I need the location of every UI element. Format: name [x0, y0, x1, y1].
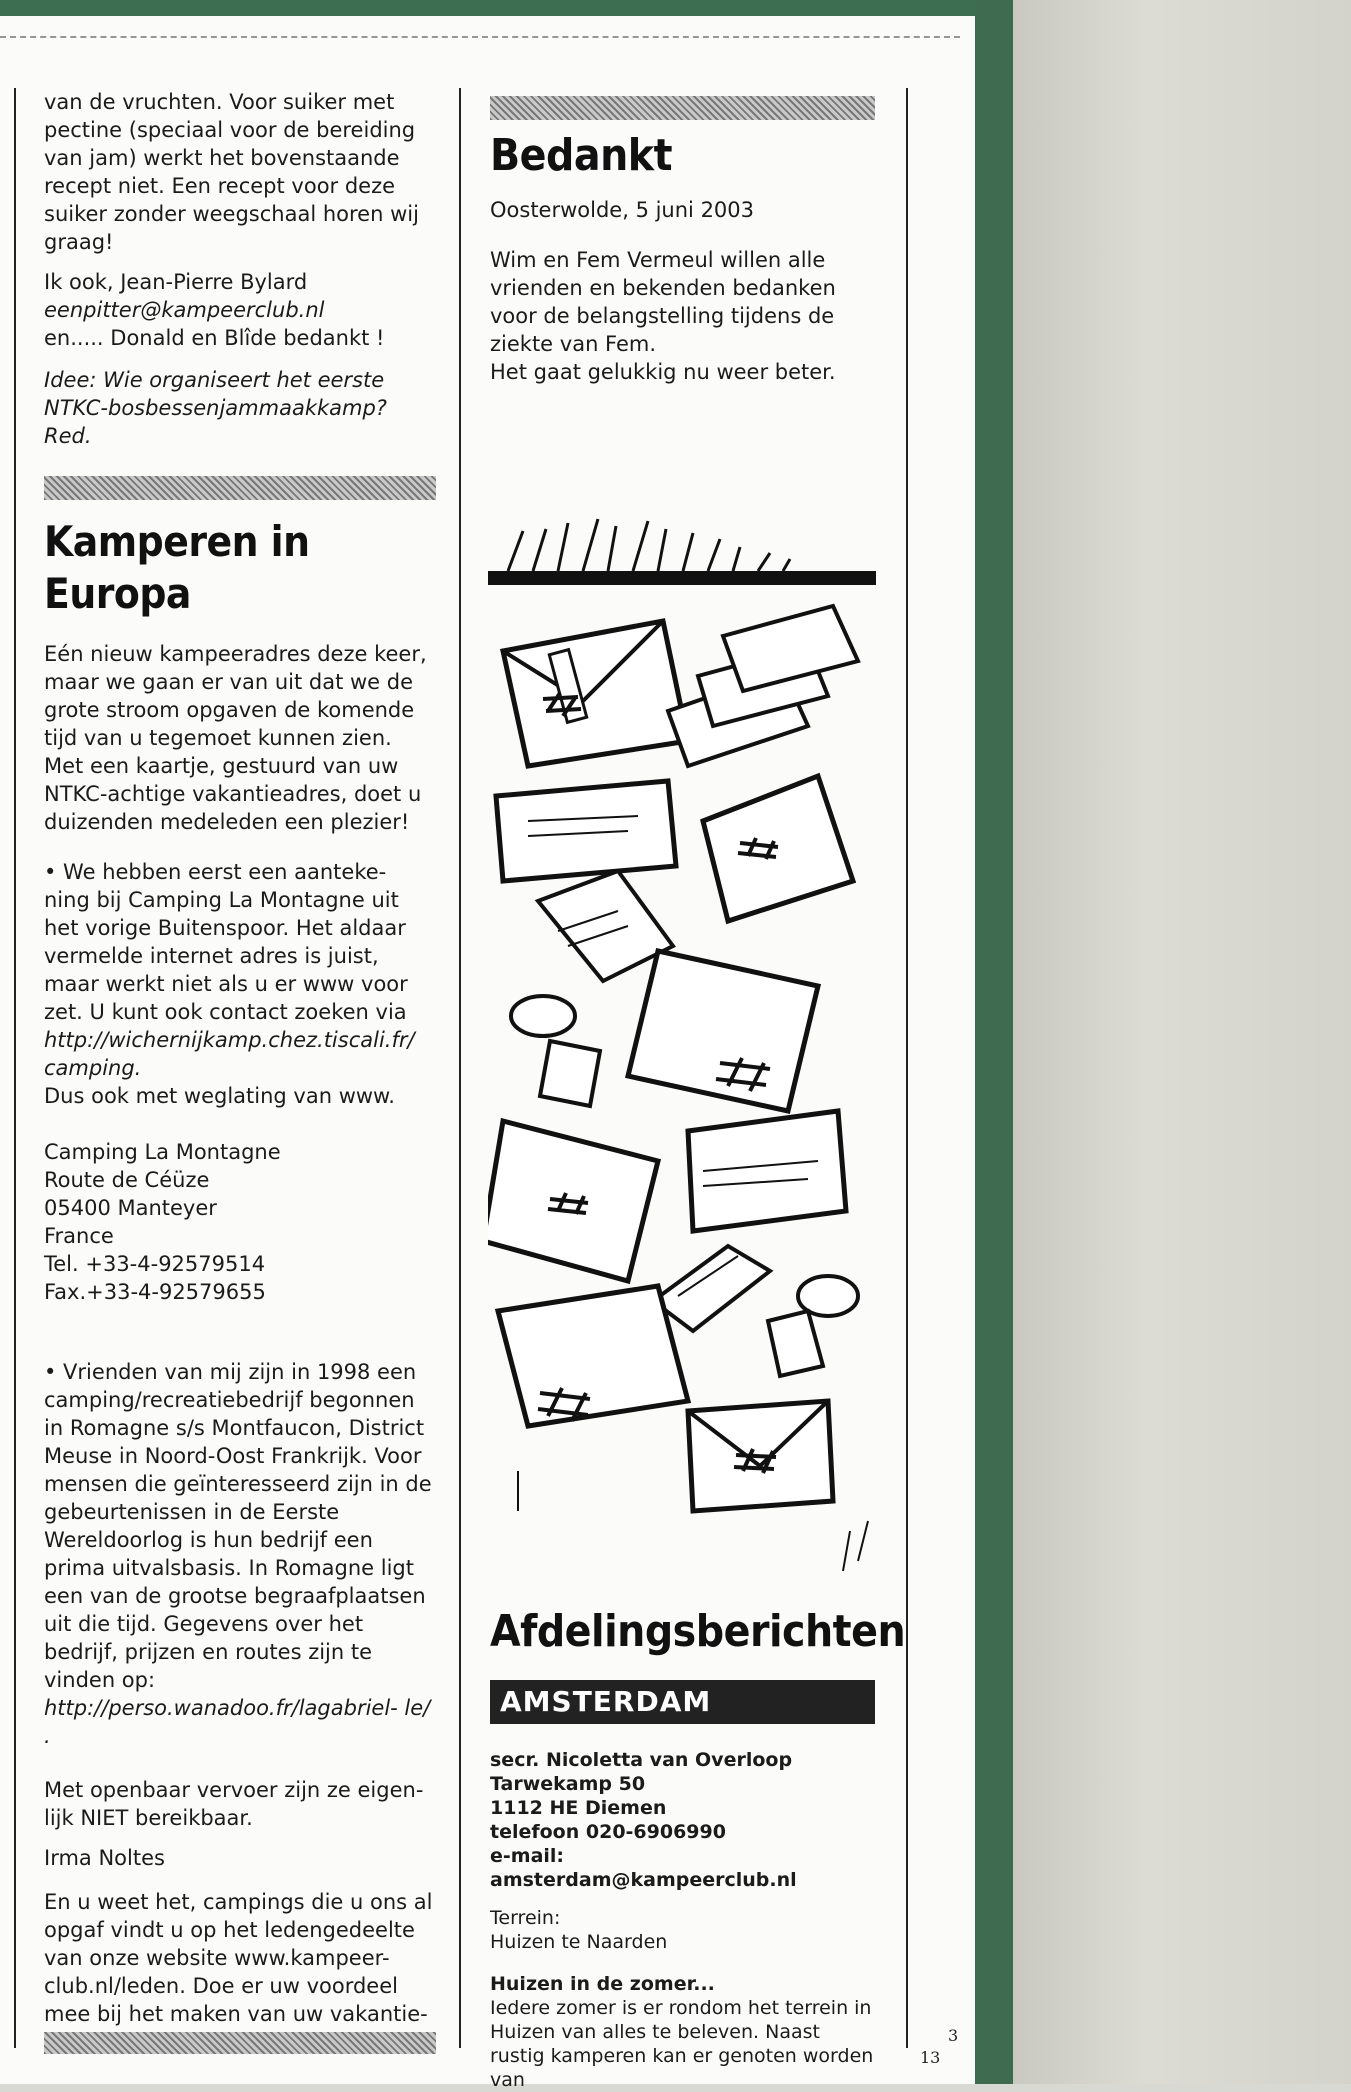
item-1-text: • We hebben eerst een aanteke- ning bij Camping La Montagne uit het vorige Buitenspoor. Het aldaar vermelde internet adres is juist, maar werkt niet als u er www voor zet. U kunt ook contact zoeken via: [44, 860, 408, 1024]
item-1-link[interactable]: http://wichernijkamp.chez.tiscali.fr/ camping.: [44, 1028, 415, 1080]
afdelingsberichten-title: Afdelingsberichten: [490, 1606, 906, 1657]
address-line: Camping La Montagne: [44, 1140, 281, 1164]
editor-idea: Idee: Wie organiseert het eerste NTKC-bosbessenjammaakkamp?: [44, 368, 387, 420]
bedankt-title: Bedankt: [490, 130, 672, 181]
transport-note: Met openbaar vervoer zijn ze eigen- lijk NIET bereikbaar.: [44, 1778, 424, 1830]
editor-signature: Red.: [44, 424, 92, 448]
bottom-divider-band: [44, 2032, 436, 2054]
intro-thanks: en..... Donald en Blîde bedankt !: [44, 326, 385, 350]
address-line: France: [44, 1224, 114, 1248]
intro-paragraph: van de vruchten. Voor suiker met pectine (speciaal voor de bereiding van jam) werkt het bovenstaande recept niet. Een recept voor deze suiker zonder weegschaal horen wij graag!: [44, 90, 419, 254]
contact-city: 1112 HE Diemen: [490, 1797, 667, 1819]
item-2-link[interactable]: http://perso.wanadoo.fr/lagabriel- le/ .: [44, 1696, 431, 1748]
section-divider-band: [44, 476, 436, 500]
contact-phone: telefoon 020-6906990: [490, 1821, 726, 1843]
page-number-superscript: 3: [948, 2026, 959, 2045]
dept-bar-amsterdam: AMSTERDAM: [490, 1680, 875, 1724]
website-note: En u weet het, campings die u ons al opgaf vindt u op het ledengedeelte van onze website www.kampeer- club.nl/leden. Doe er uw voordeel mee bij het maken van uw vakantie-: [44, 1890, 433, 2026]
camping-address: [44, 1138, 436, 1306]
intro-signoff: [44, 268, 436, 352]
address-line: 05400 Manteyer: [44, 1196, 217, 1220]
kamperen-item-2: [44, 1358, 436, 1750]
bedankt-divider-band: [490, 96, 875, 120]
address-phone: Tel. +33-4-92579514: [44, 1252, 266, 1276]
magazine-page: [0, 16, 975, 2091]
section-title-kamperen: Kamperen in Europa: [44, 517, 310, 618]
bedankt-message-2: Het gaat gelukkig nu weer beter.: [490, 360, 836, 384]
envelopes-and-pigeons-illustration: [488, 511, 878, 1601]
intro-email: eenpitter@kampeerclub.nl: [44, 298, 325, 322]
afdelingsberichten-section: [490, 1606, 906, 2092]
bedankt-message: Wim en Fem Vermeul willen alle vrienden en bekenden bedanken voor de belangstelling tijdens de ziekte van Fem.: [490, 248, 836, 356]
book-spine: [975, 0, 1013, 2084]
left-margin-rule: [14, 88, 16, 2048]
signature-irma: Irma Noltes: [44, 1846, 165, 1870]
contact-email[interactable]: e-mail: amsterdam@kampeerclub.nl: [490, 1845, 797, 1891]
terrain-label: Terrein:: [490, 1907, 561, 1929]
item-1-tail: Dus ook met weglating van www.: [44, 1084, 395, 1108]
contact-street: Tarwekamp 50: [490, 1773, 646, 1795]
address-fax: Fax.+33-4-92579655: [44, 1280, 266, 1304]
sub-title-huizen: Huizen in de zomer...: [490, 1973, 715, 1995]
left-column: [44, 88, 436, 2068]
right-margin-rule: [906, 88, 908, 2048]
right-column: [490, 96, 875, 386]
intro-author: Ik ook, Jean-Pierre Bylard: [44, 270, 308, 294]
sub-text-huizen: Iedere zomer is er rondom het terrein in Huizen van alles te beleven. Naast rustig kamperen kan er genoten worden van: [490, 1997, 874, 2091]
top-dashed-line: [0, 36, 960, 38]
item-2-text: • Vrienden van mij zijn in 1998 een camping/recreatiebedrijf begonnen in Romagne s/s Montfaucon, District Meuse in Noord-Oost Frankrijk. Voor mensen die geïnteresseerd zijn in de gebeurtenissen in de Eerste Wereldoorlog is hun bedrijf een prima uitvalsbasis. In Romagne ligt een van de grootse begraafplaatsen uit die tijd. Gegevens over het bedrijf, prijzen en routes zijn te vinden op:: [44, 1360, 432, 1692]
scan-background: [1013, 0, 1351, 2084]
kamperen-intro: Eén nieuw kampeeradres deze keer, maar we gaan er van uit dat we de grote stroom opgaven de komende tijd van u tegemoet kunnen zien. Met een kaartje, gestuurd van uw NTKC-achtige vakantieadres, doet u duizenden medeleden een plezier!: [44, 642, 427, 834]
page-number: 13: [920, 2048, 941, 2067]
contact-secretary: secr. Nicoletta van Overloop: [490, 1749, 793, 1771]
column-divider-rule: [459, 88, 461, 2048]
address-line: Route de Céüze: [44, 1168, 210, 1192]
kamperen-item-1: [44, 858, 436, 1110]
contact-block: [490, 1748, 875, 1892]
bedankt-place-date: Oosterwolde, 5 juni 2003: [490, 198, 755, 222]
terrain-value: Huizen te Naarden: [490, 1931, 668, 1953]
